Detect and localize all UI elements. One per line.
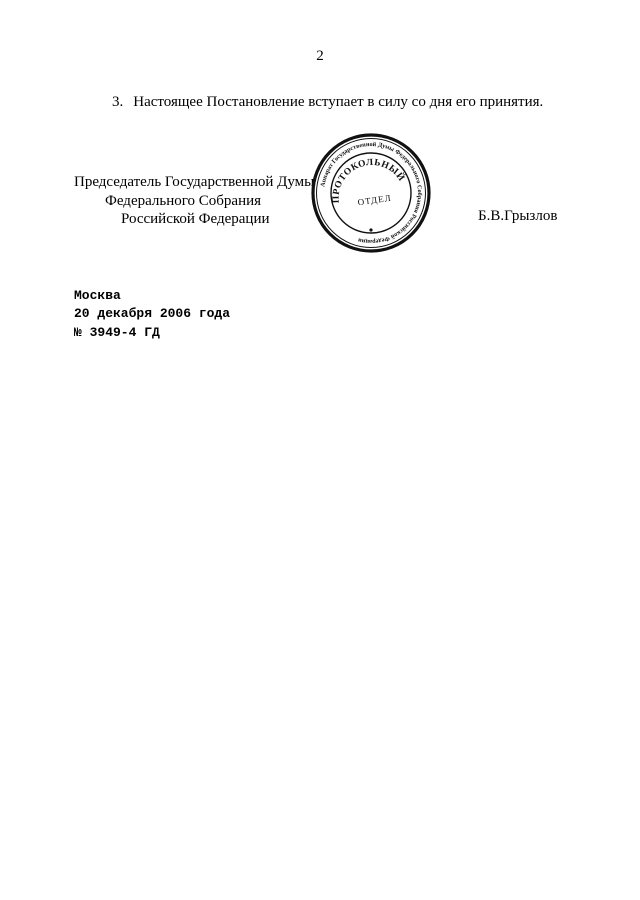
- stamp-dot: [369, 228, 372, 231]
- issue-date: 20 декабря 2006 года: [74, 306, 231, 321]
- clause-3: [112, 94, 543, 111]
- stamp-ring-text: Аппарат Государственной Думы Федерального Собрания Российской Федерации: [319, 140, 424, 246]
- signatory-title-line-2: Федерального Собрания: [105, 193, 262, 209]
- page-number: 2: [316, 48, 324, 64]
- signatory-title-line-3: Российской Федерации: [121, 211, 270, 227]
- stamp-center-line-2: ОТДЕЛ: [357, 192, 393, 208]
- clause-text: Настоящее Постановление вступает в силу со дня его принятия.: [133, 94, 544, 110]
- issue-place: Москва: [74, 288, 121, 303]
- official-stamp: [309, 131, 433, 255]
- issue-number: № 3949-4 ГД: [74, 325, 160, 340]
- signatory-name: Б.В.Грызлов: [478, 208, 558, 224]
- clause-number: 3.: [112, 94, 124, 110]
- stamp-center-line-1: ПРОТОКОЛЬНЫЙ: [331, 157, 407, 204]
- signatory-title-line-1: Председатель Государственной Думы: [74, 174, 315, 190]
